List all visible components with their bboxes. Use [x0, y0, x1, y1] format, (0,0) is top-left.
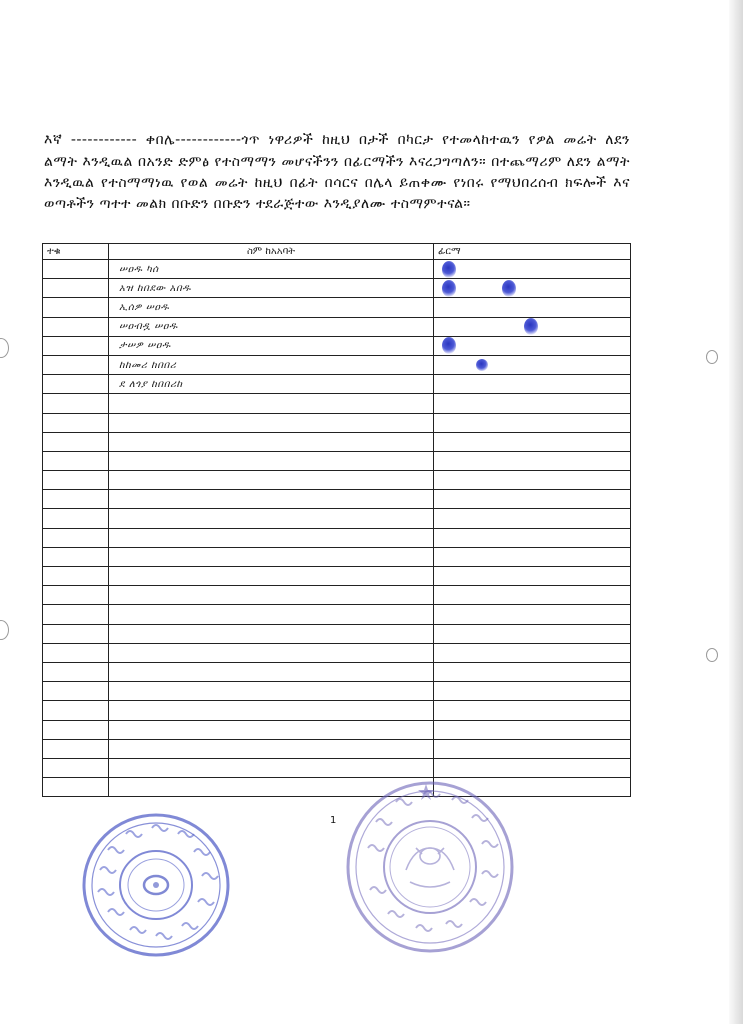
- name-cell: [109, 682, 434, 701]
- row-number-cell: [43, 758, 109, 777]
- name-cell: [109, 624, 434, 643]
- name-cell: [109, 643, 434, 662]
- signature-cell: [434, 298, 631, 317]
- signature-cell: [434, 317, 631, 336]
- signature-cell: [434, 643, 631, 662]
- signature-cell: [434, 586, 631, 605]
- table-row: [43, 279, 631, 298]
- table-row: [43, 720, 631, 739]
- signature-cell: [434, 547, 631, 566]
- thumbprint: [442, 261, 456, 278]
- name-cell: [109, 739, 434, 758]
- name-cell: [109, 394, 434, 413]
- official-stamp-left: [78, 810, 234, 960]
- row-number-cell: [43, 662, 109, 681]
- signature-cell: [434, 701, 631, 720]
- signature-cell: [434, 682, 631, 701]
- row-number-cell: [43, 720, 109, 739]
- signature-cell: [434, 509, 631, 528]
- table-row: [43, 586, 631, 605]
- name-cell: [109, 720, 434, 739]
- name-cell: ኢሰዎ ሠዐዱ: [109, 298, 434, 317]
- signature-cell: [434, 375, 631, 394]
- name-cell: [109, 547, 434, 566]
- row-number-cell: [43, 432, 109, 451]
- row-number-cell: [43, 279, 109, 298]
- table-row: [43, 260, 631, 279]
- row-number-cell: [43, 375, 109, 394]
- table-row: [43, 528, 631, 547]
- name-cell: [109, 701, 434, 720]
- thumbprint: [476, 359, 488, 371]
- table-row: [43, 643, 631, 662]
- page-number: 1: [330, 815, 337, 826]
- name-cell: [109, 567, 434, 586]
- name-cell: [109, 413, 434, 432]
- row-number-cell: [43, 336, 109, 355]
- table-header-row: [43, 244, 631, 260]
- column-header-number: ተቁ: [43, 244, 109, 260]
- name-cell: [109, 758, 434, 777]
- table-row: [43, 490, 631, 509]
- name-cell: ታሠዎ ሠዐዱ: [109, 336, 434, 355]
- table-row: [43, 547, 631, 566]
- row-number-cell: [43, 682, 109, 701]
- name-cell: [109, 662, 434, 681]
- name-cell: [109, 586, 434, 605]
- row-number-cell: [43, 413, 109, 432]
- official-stamp-right: [342, 778, 518, 956]
- row-number-cell: [43, 394, 109, 413]
- row-number-cell: [43, 547, 109, 566]
- name-cell: [109, 451, 434, 470]
- name-cell: [109, 490, 434, 509]
- table-row: [43, 394, 631, 413]
- row-number-cell: [43, 739, 109, 758]
- row-number-cell: [43, 643, 109, 662]
- signature-cell: [434, 739, 631, 758]
- row-number-cell: [43, 260, 109, 279]
- signature-cell: [434, 355, 631, 374]
- table-row: [43, 471, 631, 490]
- table-row: [43, 682, 631, 701]
- table-row: [43, 509, 631, 528]
- table-row: [43, 778, 631, 797]
- table-row: [43, 375, 631, 394]
- table-row: [43, 432, 631, 451]
- agreement-paragraph: እኛ ------------ ቀበሌ------------ጎጥ ነዋሪዎች ከዚህ በታች በካርታ የተመላከተዉን የዎል መሬት ለደን ልማት እንዲዉል በአንድ ድምፅ የተስማማን መሆናችንን በፊርማችን እናረጋግጣለን። በተጨማሪም ለደን ልማት እንዲዉል የተስማማነዉ የወል መሬት ከዚህ በፊት በሳርና በሌላ ይጠቀሙ የነበሩ የማህበረሰብ ክፍሎች እና ወጣቶችን ጣተተ መልክ በቡድን በቡድን ተደራጅተው እንዲያለሙ ተስማምተናል።: [44, 132, 630, 213]
- row-number-cell: [43, 471, 109, 490]
- thumbprint: [502, 280, 516, 297]
- page-stack-edge: [729, 0, 743, 1024]
- name-cell: አዝ ከበደው አበዱ: [109, 279, 434, 298]
- signature-cell: [434, 471, 631, 490]
- row-number-cell: [43, 317, 109, 336]
- signature-cell: [434, 260, 631, 279]
- signature-cell: [434, 528, 631, 547]
- signature-cell: [434, 624, 631, 643]
- table-row: [43, 567, 631, 586]
- name-cell: [109, 528, 434, 547]
- table-row: [43, 298, 631, 317]
- name-cell: [109, 509, 434, 528]
- row-number-cell: [43, 509, 109, 528]
- signature-cell: [434, 413, 631, 432]
- name-cell: ከከመሪ ከበበሪ: [109, 355, 434, 374]
- table-row: [43, 413, 631, 432]
- table-row: [43, 336, 631, 355]
- table-row: [43, 605, 631, 624]
- signature-cell: [434, 451, 631, 470]
- row-number-cell: [43, 624, 109, 643]
- row-number-cell: [43, 490, 109, 509]
- row-number-cell: [43, 355, 109, 374]
- signature-cell: [434, 432, 631, 451]
- signature-cell: [434, 394, 631, 413]
- thumbprint: [524, 318, 538, 335]
- table-row: [43, 624, 631, 643]
- row-number-cell: [43, 298, 109, 317]
- name-cell: [109, 432, 434, 451]
- table-row: [43, 758, 631, 777]
- thumbprint: [442, 280, 456, 297]
- signature-cell: [434, 720, 631, 739]
- row-number-cell: [43, 528, 109, 547]
- column-header-name: ስም ከአአባት: [109, 244, 434, 260]
- signature-cell: [434, 279, 631, 298]
- signature-cell: [434, 490, 631, 509]
- row-number-cell: [43, 605, 109, 624]
- row-number-cell: [43, 778, 109, 797]
- punch-hole-right-upper: [706, 350, 718, 364]
- thumbprint: [442, 337, 456, 354]
- punch-hole-right-lower: [706, 648, 718, 662]
- signature-table: [42, 243, 631, 797]
- table-row: [43, 451, 631, 470]
- name-cell: [109, 471, 434, 490]
- table-row: [43, 739, 631, 758]
- table-row: [43, 662, 631, 681]
- signature-cell: [434, 605, 631, 624]
- row-number-cell: [43, 567, 109, 586]
- signature-cell: [434, 662, 631, 681]
- row-number-cell: [43, 701, 109, 720]
- name-cell: ሠዐብዷ ሠዐዱ: [109, 317, 434, 336]
- table-row: [43, 355, 631, 374]
- signature-cell: [434, 758, 631, 777]
- table-row: [43, 701, 631, 720]
- name-cell: [109, 605, 434, 624]
- row-number-cell: [43, 586, 109, 605]
- name-cell: ደ ለጎያ ከበበሪከ: [109, 375, 434, 394]
- name-cell: ሠዐዱ ካሰ: [109, 260, 434, 279]
- signature-cell: [434, 336, 631, 355]
- table-row: [43, 317, 631, 336]
- signature-cell: [434, 567, 631, 586]
- row-number-cell: [43, 451, 109, 470]
- column-header-signature: ፊርማ: [434, 244, 631, 260]
